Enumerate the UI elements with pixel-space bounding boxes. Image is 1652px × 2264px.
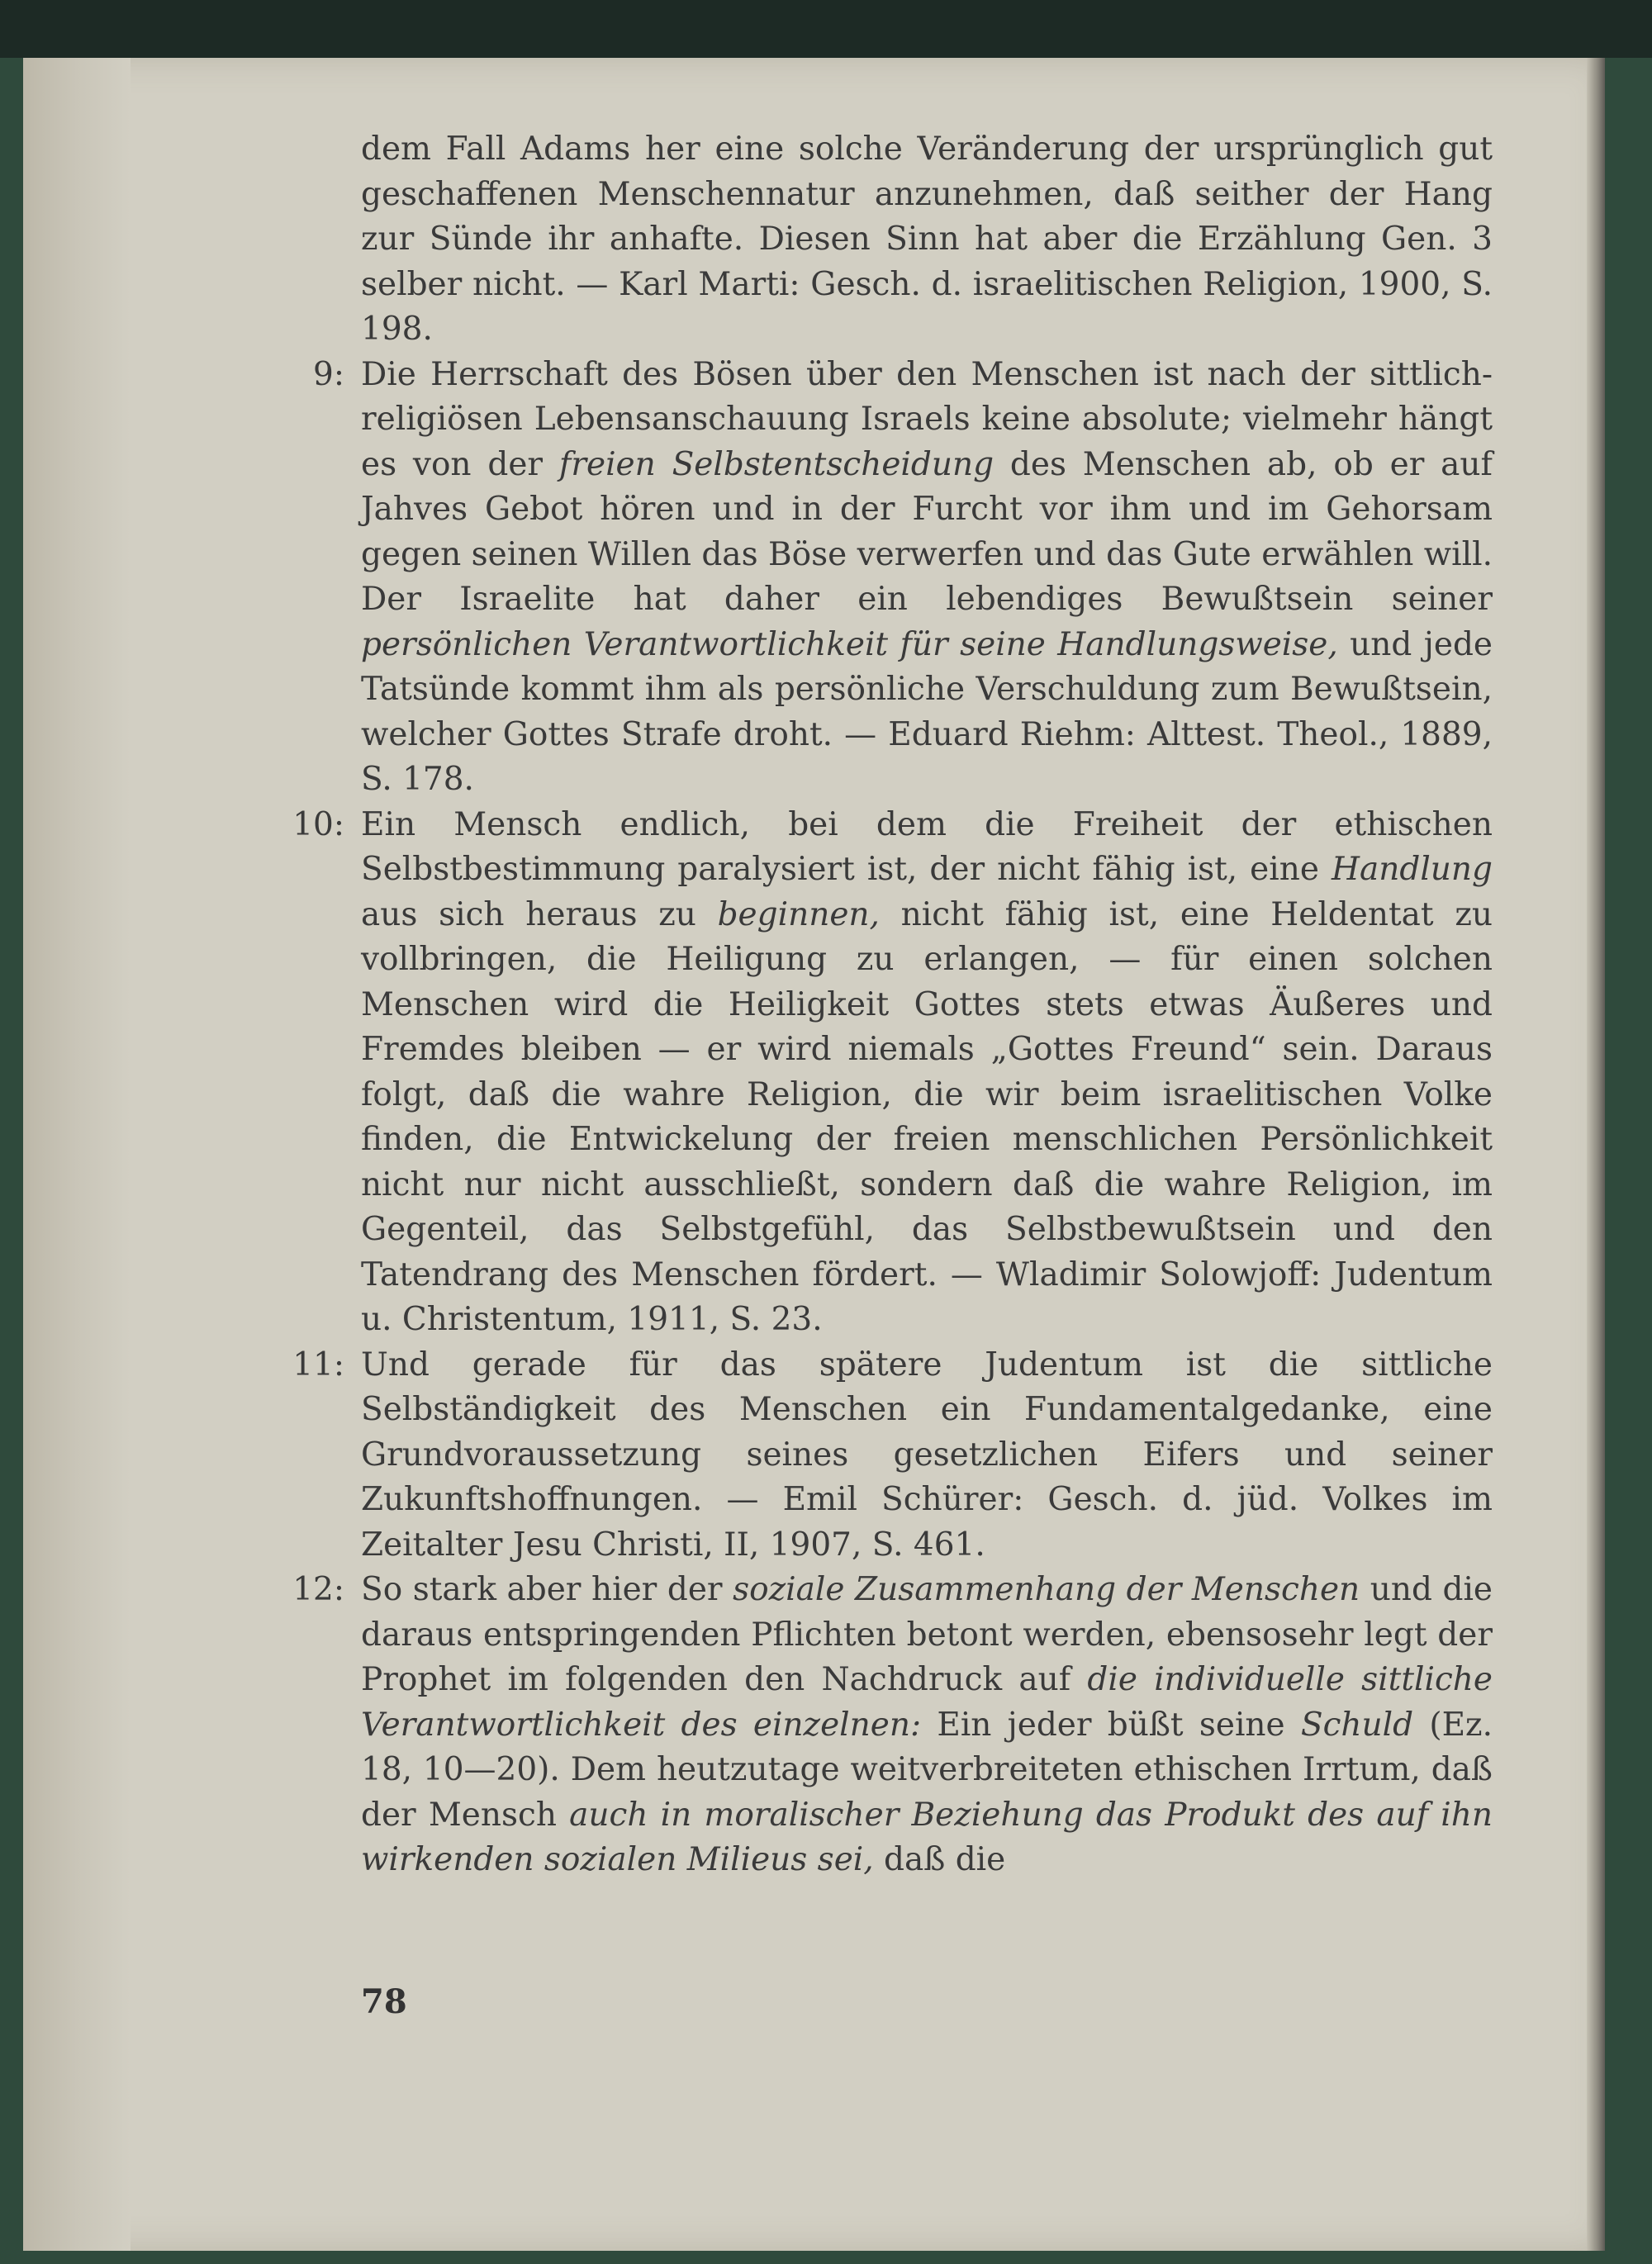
text-segment: Und gerade für das spätere Judentum ist die sittliche Selbständigkeit des Menschen ein Fundamentalgedanke, eine Grundvoraussetzung seines gesetzlichen Eifers und seiner Zukunftshoffnungen. — Emil Schürer: Gesch. d. jüd. Volkes im Zeitalter Jesu Christi, II, 1907, S. 461. — [361, 1346, 1493, 1564]
text-segment: (Ez. 18, 10—20). Dem heutzutage weitverbreiteten ethischen Irrtum, daß der Mensch — [361, 1706, 1493, 1834]
entry-text — [361, 353, 1493, 803]
text-segment: des Menschen ab, ob er auf Jahves Gebot hören und in der Furcht vor ihm und im Gehorsam gegen seinen Willen das Böse verwerfen und das Gute erwählen will. Der Israelite hat daher ein lebendiges Bewußtsein seiner — [361, 445, 1493, 618]
entry — [292, 803, 1493, 1343]
entry-number: 9: — [313, 355, 344, 393]
page-number: 78 — [361, 1982, 407, 2021]
text-segment: Ein Mensch endlich, bei dem die Freiheit der ethischen Selbstbestimmung paralysiert ist, der nicht fähig ist, eine — [361, 805, 1493, 888]
emphasis-segment: auch in moralischer Beziehung das Produkt des auf ihn wirkenden sozialen Milieus sei, — [361, 1796, 1493, 1878]
entry-number: 12: — [292, 1571, 344, 1608]
text-segment: Die Herrschaft des Bösen über den Menschen ist nach der sittlich-religiösen Lebensanschauung Israels keine absolute; vielmehr hängt es von der — [361, 355, 1493, 483]
entry-text — [361, 1568, 1493, 1883]
emphasis-segment: freien Selbstentscheidung — [558, 445, 995, 483]
text-segment: aus sich heraus zu — [361, 895, 718, 933]
entry-text — [361, 127, 1493, 353]
text-segment: und die daraus entspringenden Pflichten betont werden, ebensosehr legt der Prophet im folgenden den Nachdruck auf — [361, 1571, 1493, 1698]
entry-number: 10: — [292, 805, 344, 843]
entry-text — [361, 803, 1493, 1343]
entry — [313, 353, 1493, 803]
emphasis-segment: persönlichen Verantwortlichkeit für seine Handlungsweise, — [361, 625, 1338, 663]
page-stack-edge — [23, 58, 131, 2251]
text-segment: Ein jeder büßt seine — [921, 1706, 1301, 1744]
entry-number: 11: — [292, 1346, 344, 1384]
emphasis-segment: die individuelle sittliche Verantwortlichkeit des einzelnen: — [361, 1661, 1493, 1744]
entry — [361, 127, 1493, 353]
emphasis-segment: Schuld — [1300, 1706, 1414, 1744]
entry-text — [361, 1343, 1493, 1569]
entry — [292, 1343, 1493, 1569]
emphasis-segment: beginnen, — [717, 895, 880, 933]
entry — [292, 1568, 1493, 1883]
emphasis-segment: soziale Zusammenhang der Menschen — [733, 1571, 1360, 1608]
text-segment: und jede Tatsünde kommt ihm als persönliche Verschuldung zum Bewußtsein, welcher Gottes Strafe droht. — Eduard Riehm: Alttest. Theol., 1889, S. 178. — [361, 625, 1493, 798]
text-segment: nicht fähig ist, eine Heldentat zu vollbringen, die Heiligung zu erlangen, — für einen solchen Menschen wird die Heiligkeit Gottes stets etwas Äußeres und Fremdes bleiben — er wird niemals „Gottes Freund“ sein. Daraus folgt, daß die wahre Religion, die wir beim israelitischen Volke finden, die Entwickelung der freien menschlichen Persönlichkeit nicht nur nicht ausschließt, sondern daß die wahre Religion, im Gegenteil, das Selbstgefühl, das Selbstbewußtsein und den Tatendrang des Menschen fördert. — Wladimir Solowjoff: Judentum u. Christentum, 1911, S. 23. — [361, 895, 1493, 1338]
text-segment: So stark aber hier der — [361, 1571, 733, 1608]
emphasis-segment: Handlung — [1331, 851, 1493, 888]
body-text — [292, 127, 1493, 1883]
text-segment: dem Fall Adams her eine solche Veränderung der ursprünglich gut geschaffenen Menschennatur anzunehmen, daß seither der Hang zur Sünde ihr anhafte. Diesen Sinn hat aber die Erzählung Gen. 3 selber nicht. — Karl Marti: Gesch. d. israelitischen Religion, 1900, S. 198. — [361, 131, 1493, 348]
page-gutter-shadow — [1587, 58, 1605, 2251]
text-segment: daß die — [873, 1841, 1006, 1878]
cover-top-edge — [0, 0, 1652, 58]
